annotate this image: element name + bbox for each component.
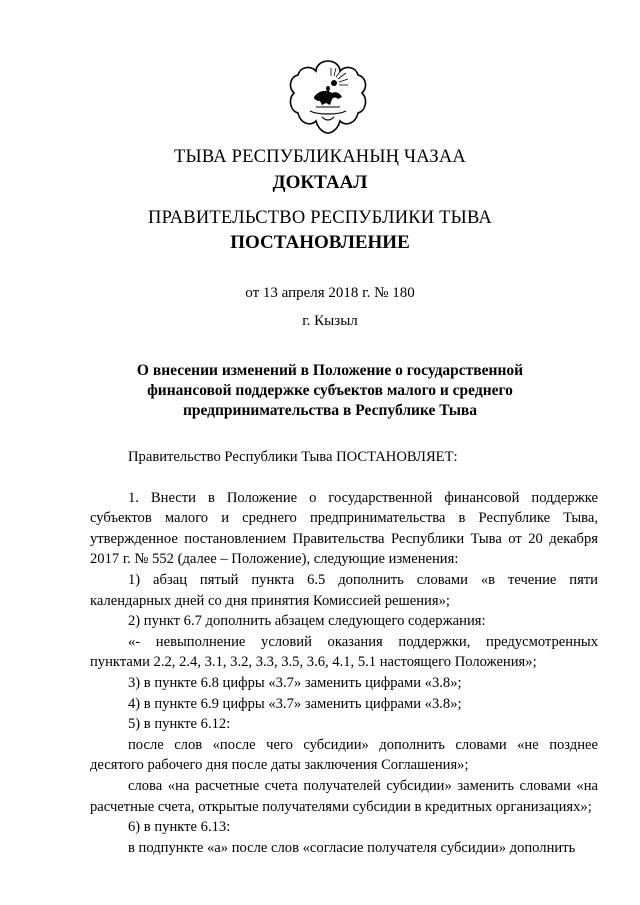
preamble: Правительство Республики Тыва ПОСТАНОВЛЯЕТ: — [128, 449, 458, 465]
paragraph: 3) в пункте 6.8 цифры «3.7» заменить цифрами «3.8»; — [128, 674, 462, 691]
paragraph: «- невыполнение условий оказания поддержки, предусмотренных пунктами 2.2, 2.4, 3.1, 3.2, 3.3, 3.5, 3.6, 4.1, 5.1 настоящего Положения»; — [90, 633, 598, 671]
paragraph: 2) пункт 6.7 дополнить абзацем следующего содержания: — [128, 613, 486, 630]
paragraph: после слов «после чего субсидии» дополнить словами «не позднее десятого рабочего дня после даты заключения Соглашения»; — [90, 736, 598, 774]
paragraph: в подпункте «а» после слов «согласие получателя субсидии» дополнить — [128, 839, 576, 856]
paragraph: слова «на расчетные счета получателей субсидии» заменить словами «на расчетные счета, открытые получателями субсидии в кредитных организациях»; — [90, 777, 598, 815]
document-body — [90, 447, 598, 858]
russian-decree-heading: ПОСТАНОВЛЕНИЕ — [230, 232, 410, 253]
document-title — [10, 361, 640, 421]
paragraph: 1) абзац пятый пункта 6.5 дополнить словами «в течение пяти календарных дней со дня принятия Комиссией решения»; — [90, 571, 598, 609]
document-title-line: финансовой поддержке субъектов малого и среднего — [147, 382, 513, 399]
russian-government-heading: ПРАВИТЕЛЬСТВО РЕСПУБЛИКИ ТЫВА — [148, 208, 492, 228]
document-title-line: предпринимательства в Республике Тыва — [182, 402, 478, 419]
tuvan-decree-heading: ДОКТААЛ — [272, 172, 368, 193]
coat-of-arms-emblem — [286, 57, 370, 137]
document-title-line: О внесении изменений в Положение о государственной — [136, 362, 524, 379]
decree-city: г. Кызыл — [302, 313, 358, 329]
paragraph: 1. Внести в Положение о государственной финансовой поддержке субъектов малого и среднего предпринимательства в Республике Тыва, утвержденное постановлением Правительства Республики Тыва от 20 декабря 2017 г. № 552 (далее – Положение), следующие изменения: — [90, 489, 598, 568]
paragraph: 6) в пункте 6.13: — [128, 819, 231, 836]
decree-date-number: от 13 апреля 2018 г. № 180 — [245, 285, 415, 301]
paragraph: 4) в пункте 6.9 цифры «3.7» заменить цифрами «3.8»; — [128, 695, 462, 712]
tuvan-government-heading: ТЫВА РЕСПУБЛИКАНЫҢ ЧАЗАА — [174, 147, 466, 167]
paragraph: 5) в пункте 6.12: — [128, 716, 231, 733]
